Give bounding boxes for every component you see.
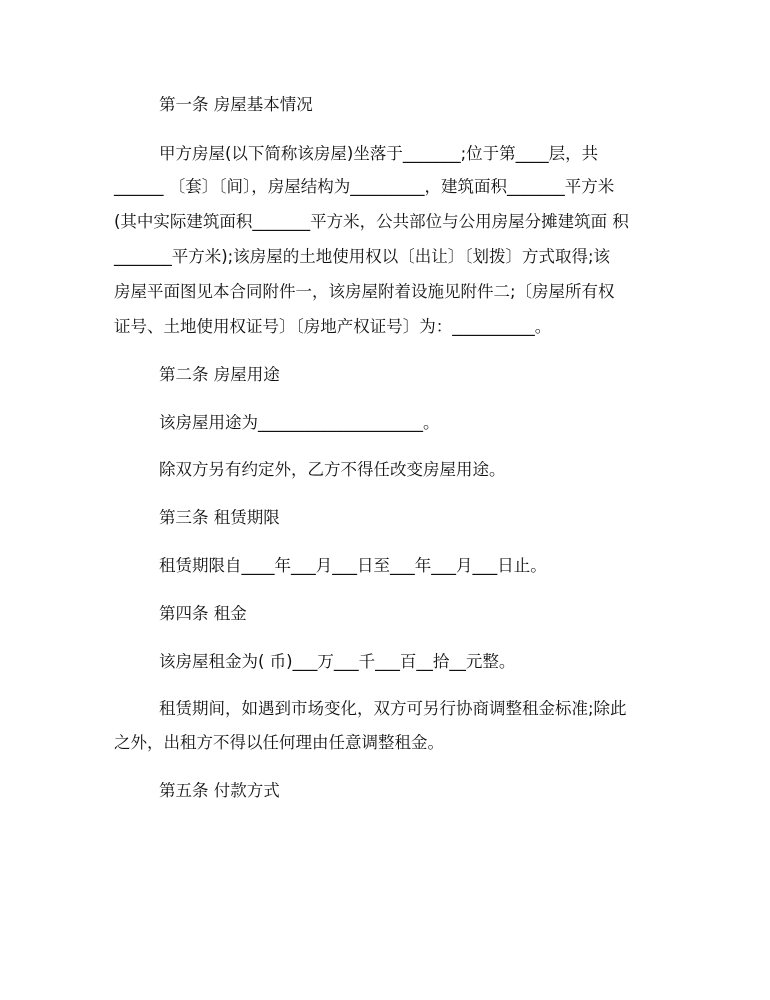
article-3-heading: 第三条 租赁期限	[159, 508, 280, 527]
article-1-line-1: 甲方房屋(以下简称该房屋)坐落于_______;位于第____层，共	[159, 144, 599, 163]
article-2-line-2: 除双方另有约定外，乙方不得任改变房屋用途。	[159, 460, 506, 479]
article-3-line-1: 租赁期限自____年___月___日至___年___月___日止。	[159, 556, 547, 575]
article-4-line-1: 该房屋租金为( 币)___万___千___百__拾__元整。	[159, 652, 516, 671]
article-5-heading: 第五条 付款方式	[159, 781, 280, 800]
article-1-heading: 第一条 房屋基本情况	[159, 95, 313, 114]
article-2-heading: 第二条 房屋用途	[159, 365, 280, 384]
article-1-line-2: ______ 〔套〕〔间〕，房屋结构为_________，建筑面积_______平方米	[114, 177, 615, 196]
article-4-line-3: 之外，出租方不得以任何理由任意调整租金。	[114, 733, 444, 752]
article-1-line-5: 房屋平面图见本合同附件一，该房屋附着设施见附件二;〔房屋所有权	[114, 282, 615, 301]
article-2-line-1: 该房屋用途为____________________。	[159, 413, 440, 432]
article-1-line-4: _______平方米);该房屋的土地使用权以〔出让〕〔划拨〕方式取得;该	[114, 247, 611, 266]
article-4-heading: 第四条 租金	[159, 604, 247, 623]
article-4-line-2: 租赁期间，如遇到市场变化，双方可另行协商调整租金标准;除此	[159, 699, 627, 718]
article-1-line-6: 证号、土地使用权证号〕〔房地产权证号〕为：__________。	[114, 317, 552, 336]
article-1-line-3: (其中实际建筑面积_______平方米，公共部位与公用房屋分摊建筑面 积	[114, 212, 629, 231]
